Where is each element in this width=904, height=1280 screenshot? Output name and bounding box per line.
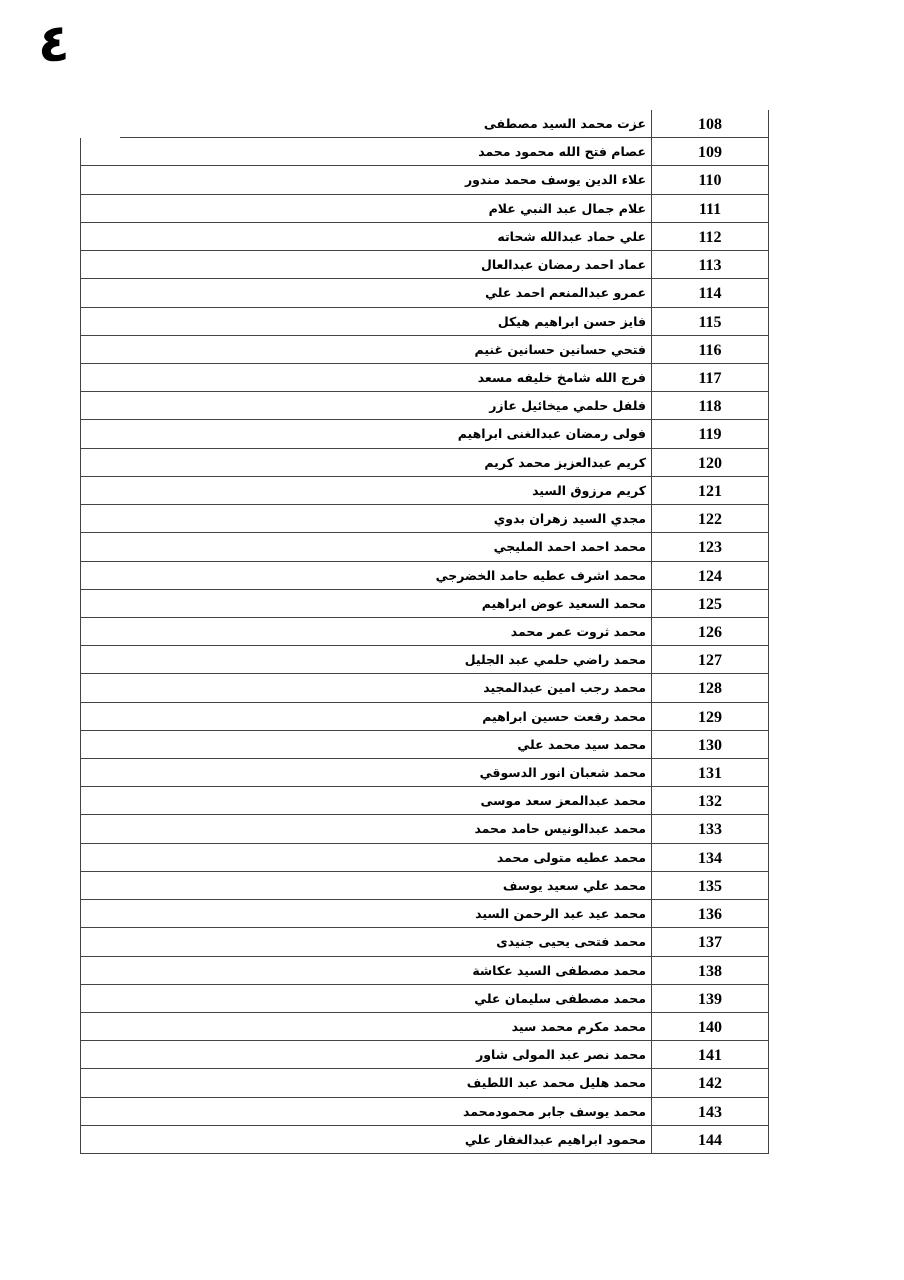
row-number: 143	[698, 1103, 722, 1121]
table-row	[80, 477, 769, 505]
row-name: محمود ابراهيم عبدالغفار علي	[464, 1131, 646, 1147]
row-name: فرج الله شامخ خليفه مسعد	[477, 369, 646, 385]
row-name: محمد علي سعيد يوسف	[502, 877, 646, 893]
table-row	[80, 1041, 769, 1069]
row-number: 113	[698, 257, 722, 275]
row-name: محمد احمد احمد المليجي	[493, 539, 646, 555]
table-row	[80, 166, 769, 194]
row-name: عزت محمد السيد مصطفى	[483, 116, 646, 131]
table-row	[80, 420, 769, 448]
table-row	[80, 646, 769, 674]
table-left-border	[80, 138, 81, 1154]
row-number: 129	[698, 708, 722, 726]
row-name: عصام فتح الله محمود محمد	[478, 144, 646, 160]
table-row	[80, 900, 769, 928]
table-row	[80, 618, 769, 646]
table-row	[80, 957, 769, 985]
row-number: 114	[698, 285, 722, 303]
row-name: فولى رمضان عبدالغنى ابراهيم	[457, 426, 646, 442]
row-name: محمد فتحى يحيى جنيدى	[496, 934, 646, 950]
table-row	[80, 815, 769, 843]
row-number: 135	[698, 877, 722, 895]
table-row	[80, 392, 769, 420]
row-number: 119	[698, 426, 722, 444]
table-row	[80, 787, 769, 815]
row-number: 111	[698, 200, 722, 218]
table-row	[80, 590, 769, 618]
table-row	[80, 562, 769, 590]
table-row	[80, 872, 769, 900]
row-number: 144	[698, 1131, 722, 1149]
row-number: 115	[698, 313, 722, 331]
table-row	[80, 928, 769, 956]
row-number: 108	[698, 116, 722, 133]
row-name: فايز حسن ابراهيم هيكل	[497, 313, 646, 329]
row-name: محمد عطيه متولى محمد	[496, 849, 646, 865]
row-number: 123	[698, 539, 722, 557]
row-name: كريم عبدالعزيز محمد كريم	[484, 454, 646, 470]
row-name: محمد مصطفى السيد عكاشة	[472, 962, 646, 978]
row-name: محمد ثروت عمر محمد	[510, 623, 646, 639]
row-number: 126	[698, 623, 722, 641]
row-number: 122	[698, 511, 722, 529]
row-number: 110	[698, 172, 722, 190]
row-number: 124	[698, 567, 722, 585]
row-name: كريم مرزوق السيد	[532, 482, 646, 498]
row-number: 125	[698, 595, 722, 613]
table-row	[80, 1069, 769, 1097]
row-number: 140	[698, 1019, 722, 1036]
row-name: عمرو عبدالمنعم احمد علي	[485, 285, 646, 301]
table-row	[80, 985, 769, 1013]
table-row	[80, 731, 769, 759]
table-row	[80, 195, 769, 223]
row-name: محمد عبدالونيس حامد محمد	[474, 821, 646, 837]
table-row	[80, 1013, 769, 1041]
row-name: عماد احمد رمضان عبدالعال	[480, 257, 646, 273]
table-row	[80, 674, 769, 702]
row-number: 130	[698, 736, 722, 754]
table-row	[80, 110, 769, 138]
table-row	[80, 1126, 769, 1154]
table-row	[80, 449, 769, 477]
table-column-divider	[651, 110, 652, 1154]
table-row	[80, 533, 769, 561]
row-number: 112	[698, 228, 722, 246]
row-number: 136	[698, 906, 722, 924]
row-number: 121	[698, 482, 722, 500]
row-name: محمد عيد عبد الرحمن السيد	[475, 906, 646, 922]
table-row	[80, 251, 769, 279]
row-number: 133	[698, 821, 722, 839]
row-number: 109	[698, 144, 722, 162]
row-number: 116	[698, 341, 722, 359]
row-name: محمد شعبان انور الدسوقي	[479, 765, 646, 781]
row-name: محمد عبدالمعز سعد موسى	[480, 793, 646, 809]
row-name: محمد رجب امين عبدالمجيد	[483, 680, 646, 696]
row-name: مجدي السيد زهران بدوي	[493, 511, 646, 527]
row-number: 142	[698, 1075, 722, 1093]
row-number: 131	[698, 765, 722, 783]
table-row	[80, 308, 769, 336]
row-number: 134	[698, 849, 722, 867]
table-row	[80, 279, 769, 307]
row-name: علام جمال عبد النبي علام	[488, 200, 646, 216]
table-row	[80, 703, 769, 731]
row-number: 128	[698, 680, 722, 698]
row-name: محمد سيد محمد علي	[517, 736, 646, 752]
row-name: محمد هليل محمد عبد اللطيف	[466, 1075, 646, 1091]
row-name: محمد نصر عبد المولى شاور	[476, 1047, 646, 1063]
table-row	[80, 759, 769, 787]
row-number: 138	[698, 962, 722, 980]
row-number: 141	[698, 1047, 722, 1065]
table-row	[80, 336, 769, 364]
row-number: 139	[698, 990, 722, 1008]
table-row	[80, 505, 769, 533]
row-number: 117	[698, 369, 722, 387]
row-name: علاء الدين يوسف محمد مندور	[464, 172, 646, 188]
table-row	[80, 223, 769, 251]
row-number: 127	[698, 652, 722, 670]
row-name: محمد مكرم محمد سيد	[511, 1019, 646, 1034]
row-name: محمد رفعت حسين ابراهيم	[482, 708, 646, 724]
table-row	[80, 844, 769, 872]
row-name: علي حماد عبدالله شحاته	[497, 228, 646, 244]
row-name: محمد راضي حلمي عبد الجليل	[464, 652, 646, 668]
row-number: 118	[698, 398, 722, 416]
row-number: 132	[698, 793, 722, 811]
row-name: فتحي حسانين حسانين غنيم	[474, 341, 646, 357]
row-name: فلفل حلمي ميخائيل عازر	[489, 398, 646, 414]
names-table	[80, 110, 769, 1154]
row-name: محمد اشرف عطيه حامد الخضرجي	[435, 567, 646, 583]
table-row	[80, 364, 769, 392]
page-number: ٤	[38, 14, 70, 74]
table-right-border	[768, 110, 769, 1154]
table-row	[80, 1098, 769, 1126]
row-name: محمد السعيد عوض ابراهيم	[481, 595, 646, 611]
row-name: محمد مصطفى سليمان علي	[474, 990, 646, 1006]
row-number: 137	[698, 934, 722, 952]
table-row	[80, 138, 769, 166]
row-name: محمد يوسف جابر محمودمحمد	[462, 1103, 646, 1119]
row-number: 120	[698, 454, 722, 472]
